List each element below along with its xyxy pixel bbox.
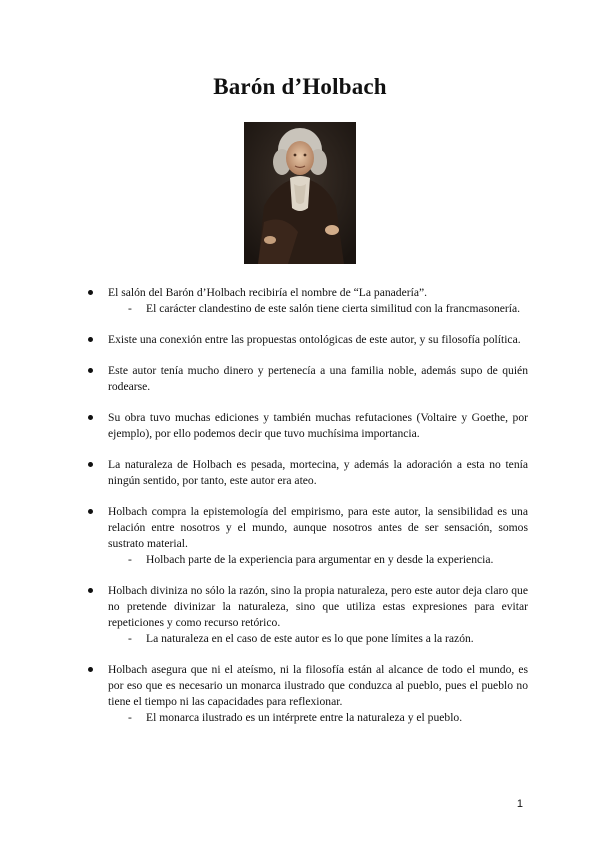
page-title: Barón d’Holbach — [213, 74, 387, 99]
item-text: Holbach compra la epistemología del empirismo, para este autor, la sensibilidad es una relación entre nosotros y el mundo, aunque nosotros antes de ser sensación, somos sustrato material. — [108, 505, 528, 550]
item-text: Su obra tuvo muchas ediciones y también muchas refutaciones (Voltaire y Goethe, por ejemplo), por ello podemos decir que tuvo muchísima importancia. — [108, 411, 528, 440]
bullet-icon — [88, 368, 93, 373]
item-text: Holbach diviniza no sólo la razón, sino la propia naturaleza, pero este autor deja claro que no pretende divinizar la naturaleza, sino que utiliza estas expresiones para evitar repeticiones y como recurso retórico. — [108, 584, 528, 629]
bullet-list — [86, 285, 528, 741]
bullet-icon — [88, 415, 93, 420]
bullet-icon — [88, 588, 93, 593]
bullet-icon — [88, 667, 93, 672]
portrait-image — [244, 122, 356, 264]
item-text: Este autor tenía mucho dinero y pertenecía a una familia noble, además supo de quién rodearse. — [108, 364, 528, 393]
item-text: Existe una conexión entre las propuestas ontológicas de este autor, y su filosofía política. — [108, 333, 521, 346]
list-item — [86, 583, 528, 647]
item-text: Holbach asegura que ni el ateísmo, ni la filosofía están al alcance de todo el mundo, es por eso que es necesario un monarca ilustrado que conduzca al pueblo, pues el pueblo no tiene el tiempo ni las capacidades para reflexionar. — [108, 663, 528, 708]
sub-item: - Holbach parte de la experiencia para argumentar en y desde la experiencia. — [128, 553, 494, 566]
list-item — [86, 410, 528, 442]
list-item — [86, 457, 528, 489]
sub-item: - El monarca ilustrado es un intérprete entre la naturaleza y el pueblo. — [128, 711, 463, 724]
item-text: El salón del Barón d’Holbach recibiría el nombre de “La panadería”. — [108, 286, 428, 299]
list-item — [86, 363, 528, 395]
page-number: 1 — [516, 798, 523, 810]
list-item — [86, 332, 528, 348]
list-item — [86, 662, 528, 726]
bullet-icon — [88, 509, 93, 514]
bullet-icon — [88, 462, 93, 467]
sub-item: - El carácter clandestino de este salón tiene cierta similitud con la francmasonería. — [128, 302, 521, 315]
list-item — [86, 504, 528, 568]
sub-item: - La naturaleza en el caso de este autor es lo que pone límites a la razón. — [128, 632, 474, 645]
bullet-icon — [88, 337, 93, 342]
list-item — [86, 285, 528, 317]
bullet-icon — [88, 290, 93, 295]
item-text: La naturaleza de Holbach es pesada, mortecina, y además la adoración a esta no tenía ningún sentido, por tanto, este autor era ateo. — [108, 458, 528, 487]
